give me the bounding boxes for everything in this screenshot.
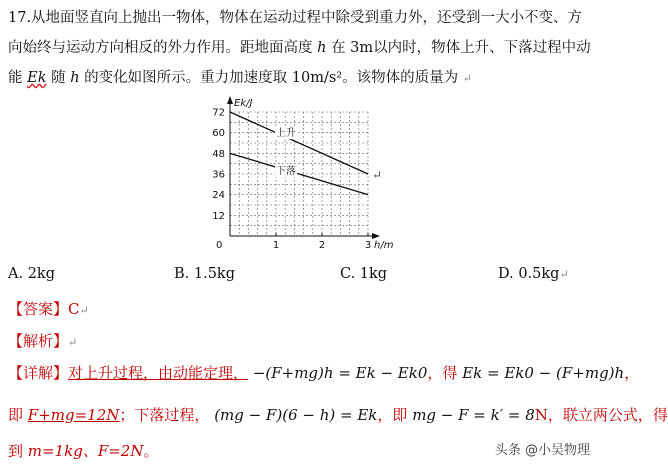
detail-text: 对上升过程，由动能定理，	[68, 364, 249, 382]
analysis-line	[8, 330, 77, 351]
x-tick-label: 3	[364, 240, 372, 251]
question-line-1	[8, 6, 582, 27]
detail-label: 【详解】	[8, 364, 69, 382]
option-b[interactable]: B. 1.5kg	[174, 266, 236, 282]
y-tick-label: 36	[212, 169, 225, 181]
variable-h: h	[317, 40, 327, 56]
return-mark: ↵	[559, 268, 569, 281]
y-tick-label: 24	[212, 190, 225, 202]
question-text: 在 3m以内时，物体上升、下落过程中动	[331, 40, 591, 56]
equation-2: Ek = Ek0 − (F+mg)h	[462, 364, 625, 382]
detail-text: 。	[143, 442, 159, 460]
detail-text: ，即	[377, 406, 408, 424]
question-text: 向始终与运动方向相反的外力作用。距地面高度	[8, 40, 313, 56]
watermark: 头条 @小吴物理	[491, 437, 594, 460]
origin-label: 0	[216, 240, 223, 251]
series-label-2: 下落	[276, 166, 296, 177]
final-result: m=1kg、F=2N	[27, 442, 144, 460]
question-text: 能	[8, 70, 23, 86]
variable-ek: Ek	[27, 70, 47, 86]
detail-line-2	[8, 404, 668, 425]
options-row	[0, 266, 608, 288]
x-tick-label: 2	[318, 240, 326, 251]
answer-line	[8, 298, 89, 319]
variable-h: h	[70, 70, 80, 86]
x-axis-label: h/m	[374, 240, 394, 251]
detail-text: ，	[624, 364, 640, 382]
series-label-1: 上升	[276, 128, 296, 140]
option-d-label: D. 0.5kg	[498, 266, 560, 282]
answer-label: 【答案】	[8, 300, 69, 318]
answer-value: C	[68, 300, 80, 318]
return-mark: ↵	[79, 304, 89, 317]
detail-text: 到	[8, 442, 24, 460]
option-a[interactable]: A. 2kg	[8, 266, 55, 282]
question-text: 随	[51, 70, 66, 86]
option-d[interactable]	[498, 266, 569, 282]
return-mark: ↵	[68, 336, 78, 349]
result-force-sum: F+mg=12N	[27, 406, 120, 424]
y-tick-label: 48	[212, 148, 225, 160]
x-tick-label: 1	[272, 240, 280, 251]
question-line-2	[8, 36, 591, 57]
detail-line-3	[8, 440, 158, 461]
return-mark: ↵	[372, 168, 383, 182]
question-text: 17.从地面竖直向上抛出一物体，物体在运动过程中除受到重力外，还受到一大小不变、方	[8, 10, 583, 26]
y-tick-label: 72	[212, 107, 225, 119]
y-axis-label: Ek/J	[234, 98, 253, 109]
detail-text: ；下落过程，	[119, 406, 210, 424]
x-axis-arrow	[372, 233, 380, 239]
detail-text: N，联立两公式，得	[534, 406, 668, 424]
detail-text: 即	[8, 406, 24, 424]
question-line-3	[8, 66, 472, 87]
question-text: 的变化如图所示。重力加速度取 10m/s²。该物体的质量为	[84, 70, 459, 86]
equation-3: (mg − F)(6 − h) = Ek	[214, 406, 378, 424]
detail-text: ，得	[427, 364, 458, 382]
equation-4: mg − F = k′ = 8	[412, 406, 535, 424]
y-axis-arrow	[227, 96, 233, 104]
return-mark: ↵	[462, 72, 472, 85]
y-tick-label: 60	[212, 128, 225, 140]
y-tick-label: 12	[212, 210, 225, 222]
equation-1: −(F+mg)h = Ek − Ek0	[252, 364, 428, 382]
option-c[interactable]: C. 1kg	[340, 266, 388, 282]
analysis-label: 【解析】	[8, 332, 69, 350]
detail-line-1	[8, 362, 639, 383]
